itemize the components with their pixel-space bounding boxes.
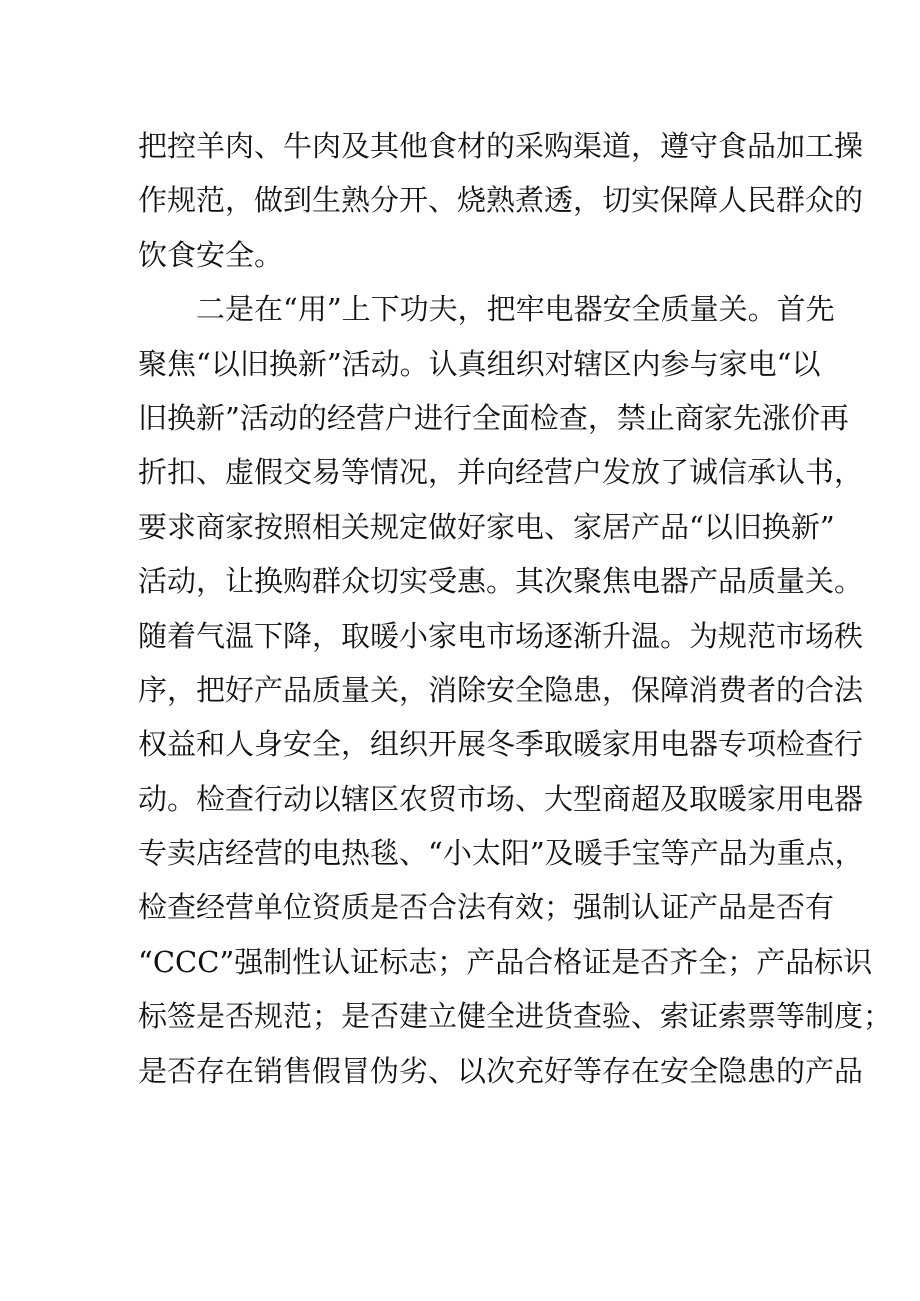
text-line: 饮食安全。 bbox=[138, 237, 284, 272]
text-line: 专卖店经营的电热毯、“小太阳”及暖手宝等产品为重点， bbox=[138, 836, 864, 871]
paragraph-start-line: 二是在“用”上下功夫，把牢电器安全质量关。首先 bbox=[196, 292, 835, 327]
text-line: 检查经营单位资质是否合法有效；强制认证产品是否有 bbox=[138, 890, 835, 925]
text-line: 序，把好产品质量关，消除安全隐患，保障消费者的合法 bbox=[138, 672, 864, 707]
text-line: 活动，让换购群众切实受惠。其次聚焦电器产品质量关。 bbox=[138, 564, 864, 599]
text-line: 动。检查行动以辖区农贸市场、大型商超及取暖家用电器 bbox=[138, 781, 864, 816]
text-line: 旧换新”活动的经营户进行全面检查，禁止商家先涨价再 bbox=[138, 400, 849, 435]
text-line: 把控羊肉、牛肉及其他食材的采购渠道，遵守食品加工操 bbox=[138, 129, 864, 163]
text-line: 折扣、虚假交易等情况，并向经营户发放了诚信承认书， bbox=[138, 455, 864, 490]
text-line: 聚焦“以旧换新”活动。认真组织对辖区内参与家电“以 bbox=[138, 346, 821, 381]
text-line: 是否存在销售假冒伪劣、以次充好等存在安全隐患的产品 bbox=[138, 1053, 864, 1088]
text-line: 随着气温下降，取暖小家电市场逐渐升温。为规范市场秩 bbox=[138, 618, 864, 653]
text-line: 作规范，做到生熟分开、烧熟煮透，切实保障人民群众的 bbox=[138, 183, 864, 218]
text-line: 标签是否规范；是否建立健全进货查验、索证索票等制度； bbox=[138, 999, 893, 1034]
text-line: “CCC”强制性认证标志；产品合格证是否齐全；产品标识 bbox=[138, 944, 873, 979]
text-line: 权益和人身安全，组织开展冬季取暖家用电器专项检查行 bbox=[138, 727, 864, 762]
body-text bbox=[138, 119, 893, 1098]
text-line: 要求商家按照相关规定做好家电、家居产品“以旧换新” bbox=[138, 509, 835, 544]
